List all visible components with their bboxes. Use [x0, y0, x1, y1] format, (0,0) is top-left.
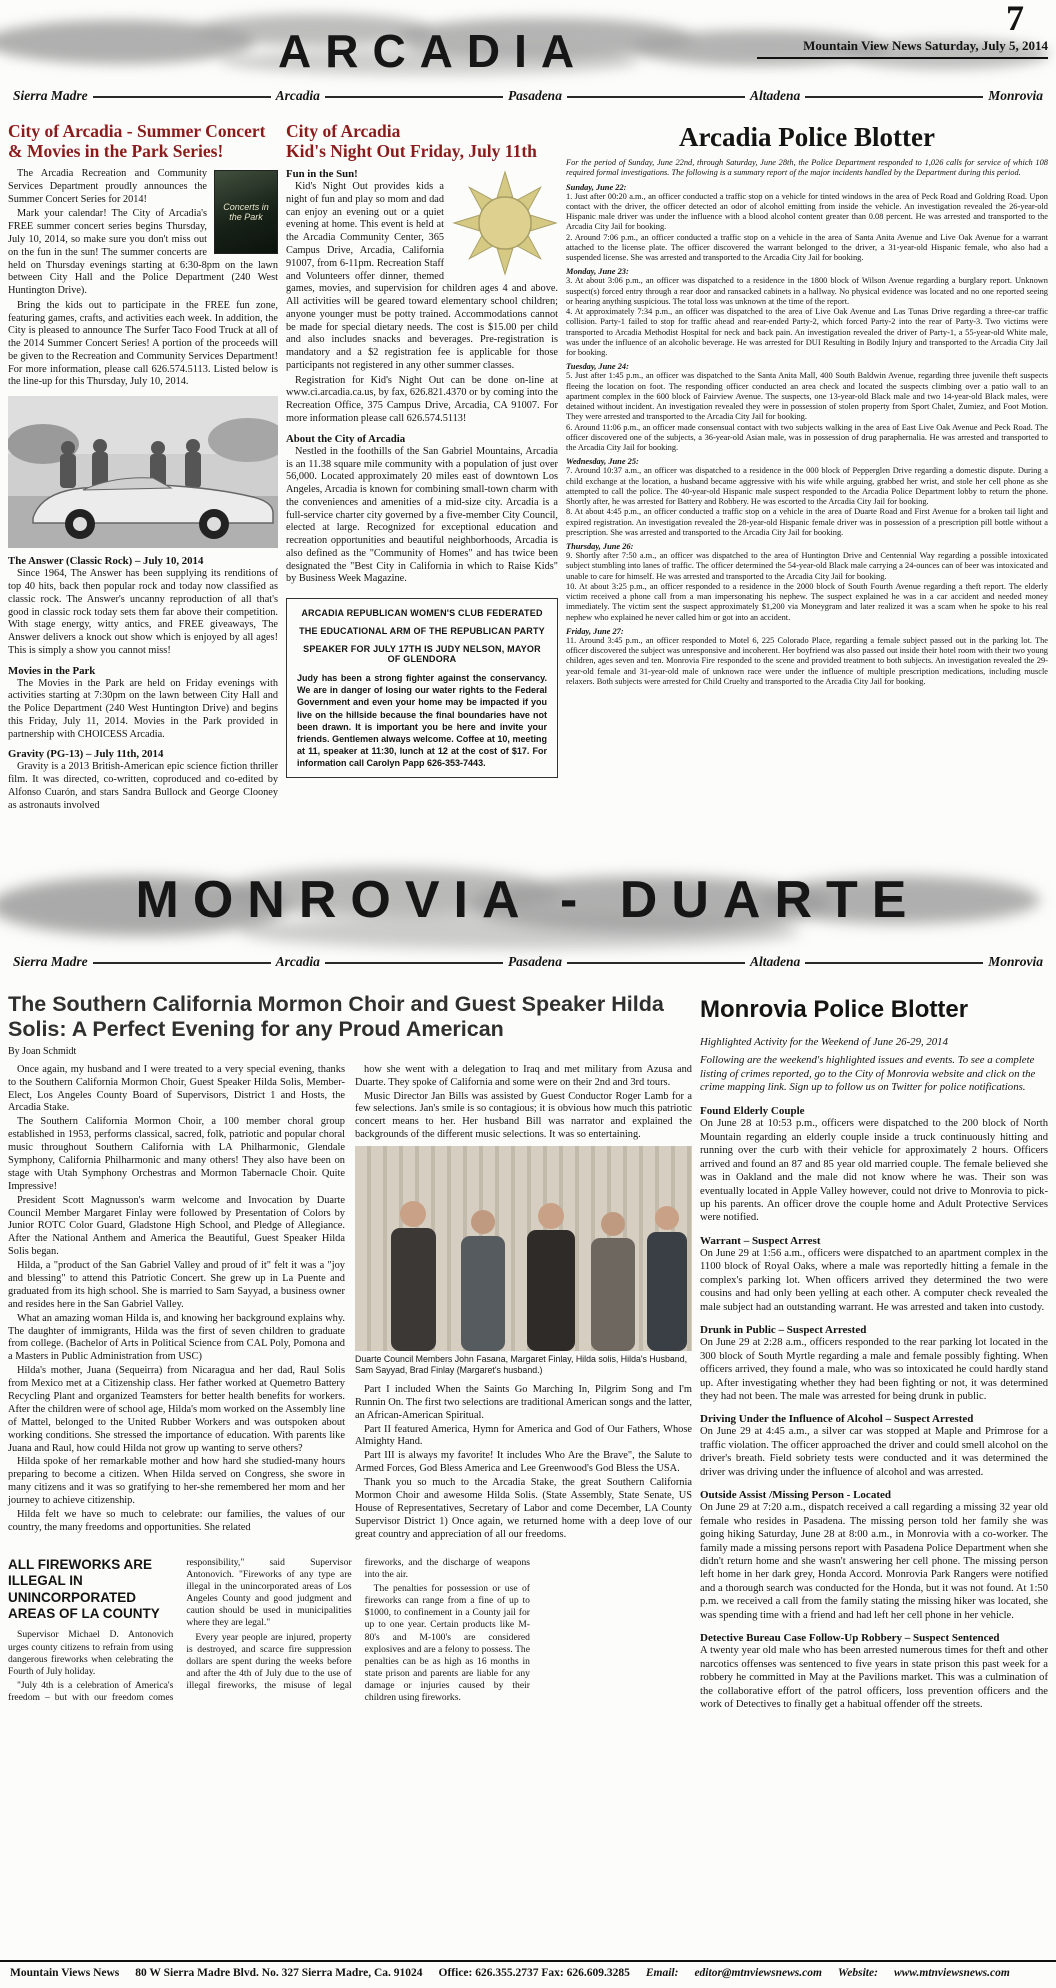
blotter-intro: For the period of Sunday, June 22nd, through Saturday, June 28th, the Police Department responded to 1,026 calls for service of which 108 required formal investigations. The following is a summary report of the major incidents handled by the Department during this period. [566, 158, 1048, 178]
footer-phones: Office: 626.355.2737 Fax: 626.609.3285 [438, 1967, 630, 1979]
arcadia-section [0, 114, 1056, 840]
car-show-photo-graphic [8, 396, 278, 548]
paragraph: Supervisor Michael D. Antonovich urges county citizens to refrain from using dangerous fireworks when celebrating the Fourth of July holiday. [8, 1629, 174, 1677]
blotter-entry: 4. At approximately 7:34 p.m., an officer was dispatched to the area of Live Oak Avenue and Las Tunas Drive regarding a three-car traffic collision. Party-1 failed to stop for traffic ahead and rear-ended Party-2, which forced Party-2 into the rear of Party-3. Two victims were transported to Arcadia Methodist Hospital for neck and back pain. An investigation revealed the driver of Party-1, a 55-year-old White male, was under the influence of an alcoholic beverage. He was arrested for DUI Resulting in Bodily Injury and transported to the Arcadia City Jail for booking. [566, 307, 1048, 357]
kids-night-out-article [286, 122, 558, 840]
blotter-day-heading: Tuesday, June 24: [566, 362, 629, 372]
page-number: 7 [1006, 0, 1024, 38]
fireworks-notice [8, 1557, 530, 1705]
paragraph: Registration for Kid's Night Out can be done on-line at www.ci.arcadia.ca.us, by fax, 626.821.4370 or by coming into the Recreation Office, 375 Campus Drive, Arcadia, CA 91007. For more information please call 626.574.5113! [286, 374, 558, 424]
blotter-intro: Following are the weekend's highlighted issues and events. To see a complete listing of crimes reported, go to the City of Monrovia website and click on the crime mapping link. Sign up to follow us on Twitter for police notifications. [700, 1053, 1036, 1094]
footer-website: www.mtnviewsnews.com [893, 1967, 1010, 1979]
blotter-section-body: On June 29 at 7:20 a.m., dispatch received a call regarding a missing 32 year old female who resides in Pasadena. The missing person told her family she was going hiking Saturday, June 28 at 8:00 a.m., in Monrovia with a co-worker. The family made a missing persons report with Pasadena Police Department when she didn't return home and she wasn't answering her cell phone. The missing person left home in her dark grey, Honda Accord. Monrovia Park Rangers were notified and a thorough search was conducted for the Honda, but it was not found. At 1:50 p.m. we received a call from the family stating the missing hiker was located, she was spending time with a friend and had left her cell phone in her vehicle. [700, 1502, 1048, 1621]
paragraph: Hilda spoke of her remarkable mother and how hard she studied-many hours preparing to become a citizen. When Hilda served on Congress, she swore in many citizens and it was so gratifying to her-she remembered her mom and her journey to achieve citizenship. [8, 1456, 345, 1507]
paragraph: Part I included When the Saints Go Marching In, Pilgrim Song and I'm Runnin On. The first two selections are traditional American songs and the latter, an African-American Spiritual. [355, 1383, 693, 1421]
city-label-monrovia: Monrovia [988, 954, 1043, 969]
blotter-section-body: On June 29 at 1:56 a.m., officers were dispatched to an apartment complex in the 1100 block of Royal Oaks, where a male was reportedly hitting a female in the complex's parking lot. When officers arrived they determined the two were cousins and had only been yelling at each other. A computer check revealed the male subject had an outstanding warrant. He was arrested and taken into custody. [700, 1247, 1048, 1313]
monrovia-duarte-section [0, 986, 1056, 1954]
poster-label: Concerts in the Park [223, 202, 269, 223]
blotter-entry: 11. Around 3:45 p.m., an officer responded to Motel 6, 225 Colorado Place, regarding a female subject passed out in the parking lot. The officer discovered the subject was unresponsive and incoherent. Her boyfriend was also passed out inside their hotel room with their two young children, ages seven and ten. Monrovia Fire responded to the scene and provided treatment to both subjects. An investigation revealed the 29-year-old female and 31-year-old male of unknown race were under the influence of multiple prescription medications, including muscle relaxers. Both subjects were arrested for Child Cruelty and transported to the Arcadia City Jail for booking. [566, 635, 1048, 686]
blotter-entry: 1. Just after 00:20 a.m., an officer conducted a traffic stop on a vehicle for tinted windows in the area of Peck Road and Goldring Road. Upon contact with the driver, the officer detected an odor of alcohol emitting from inside the vehicle. An investigation revealed the 26-year-old Hispanic male driver was under the influence with a blood alcohol content greater than 0.08 percent. He was arrested and transported to the Arcadia City Jail for booking. [566, 191, 1048, 232]
paragraph: President Scott Magnusson's warm welcome and Invocation by Duarte Council Member Margaret Finlay were followed by Presentation of Colors by Junior ROTC Color Guard, Gladstone High School, and Pledge of Allegiance. After the National Anthem and America the Beautiful, Guest Speaker Hilda Solis began. [8, 1194, 345, 1258]
page-footer [0, 1960, 1056, 1988]
summer-concert-article [8, 122, 278, 840]
fireworks-headline: ALL FIREWORKS ARE ILLEGAL IN UNINCORPORATED AREAS OF LA COUNTY [8, 1556, 160, 1621]
city-label-arcadia: Arcadia [275, 954, 320, 969]
subheading-movies-in-the-park: Movies in the Park [8, 664, 96, 677]
paragraph: The penalties for possession or use of fireworks can range from a fine of up to $1000, to confinement in a County jail for up to one year. Certain products like M-80's and M-100's are considered explosives and are a felony to possess. The penalties can be as high as 16 months in state prison and parents are liable for any damage or injuries caused by their children using fireworks. [364, 1582, 530, 1704]
city-label-sierra-madre: Sierra Madre [13, 954, 88, 969]
footer-email: editor@mtnviewsnews.com [694, 1967, 822, 1979]
sun-clipart-image [452, 170, 558, 276]
choir-group-photo-graphic [355, 1146, 692, 1351]
sun-graphic [452, 170, 558, 276]
divider-line [567, 96, 745, 98]
divider-line [325, 96, 503, 98]
blotter-entry: 3. At about 3:06 p.m., an officer was dispatched to a residence in the 1800 block of Wilson Avenue regarding a burglary report. Unknown suspect(s) forced entry through a rear door and ransacked cabinets in a hallway. No physical evidence was located and no one reported seeing or hearing anything suspicious. The total loss was unknown at the time of the report. [566, 276, 1048, 306]
blotter-day-heading: Wednesday, June 25: [566, 457, 639, 467]
article-column-2 [355, 1064, 692, 1543]
article-headline [286, 122, 558, 161]
paragraph: The Southern California Mormon Choir, a 100 member choral group established in 1953, performs classical, sacred, folk, patriotic and popular choral music throughout Southern California with LA Philharmonic, Glendale Symphony, California Philharmonic and many others! They also have been on stage with Utah Symphony Orchestras and Mormon Tabernacle Choir. Quite Impressive! [8, 1116, 345, 1192]
blotter-section-body: On June 29 at 4:45 a.m., a silver car was stopped at Maple and Primrose for a traffic violation. The officer approached the driver and could smell alcohol on the driver's breath. Field sobriety tests were conducted and it was determined the driver was driving under the influence of alcohol and was arrested. [700, 1426, 1048, 1478]
subheading-the-answer: The Answer (Classic Rock) – July 10, 2014 [8, 555, 204, 568]
divider-line [93, 962, 271, 964]
page-header [0, 0, 1056, 114]
footer-address: 80 W Sierra Madre Blvd. No. 327 Sierra Madre, Ca. 91024 [135, 1967, 423, 1979]
blotter-day-heading: Monday, June 23: [566, 267, 629, 277]
headline-line-2: Kid's Night Out Friday, July 11th [286, 140, 537, 161]
blotter-section-body: A twenty year old male who has been arrested numerous times for theft and other narcotics offenses was sentenced to five years in state prison this past week for a robbery he committed in May at the Pavilions market. This was a culmination of the collaborative effort of the patrol officers, loss prevention officers and the work of Detectives to finally get a habitual offender off the streets. [700, 1645, 1048, 1711]
subheading-fun-in-the-sun: Fun in the Sun! [286, 168, 358, 181]
paragraph: Kid's Night Out provides kids a night of fun and play so mom and dad can enjoy an evening out or a quiet evening at home. This event is held at the Arcadia Community Center, 365 Campus Drive, Arcadia, California 91007, from 6-11pm. Recreation Staff and Volunteers offer dinner, themed games, movies, and supervision for children ages 4 and above. All activities will be geared toward elementary school children; anyone younger must be potty trained. Accommodations cannot be made for special dietary needs. The cost is $15.00 per child and also includes snacks and beverages. Pre-registration is mandatory and a $2 registration fee is applicable for those participants not registered in any other summer classes. [286, 181, 558, 371]
blotter-intro-title: Highlighted Activity for the Weekend of June 26-29, 2014 [700, 1036, 948, 1048]
monrovia-duarte-banner [0, 844, 1056, 986]
footer-email-label: Email: [645, 1967, 679, 1979]
blotter-section-heading: Found Elderly Couple [700, 1105, 805, 1118]
republican-club-notice [286, 598, 558, 778]
city-label-monrovia: Monrovia [988, 88, 1043, 103]
paragraph: The Arcadia Recreation and Community Services Department proudly announces the Summer Concert Series for 2014! [8, 168, 207, 205]
city-label-altadena: Altadena [749, 88, 801, 103]
paragraph: What an amazing woman Hilda is, and knowing her background explains why. The daughter of immigrants, Hilda was the first of seven children to graduate from college. (Bachelor of Arts in Political Science from CAL Poly, Pomona and a Masters in Public Administration from USC) [8, 1312, 345, 1363]
blotter-entry: 6. Around 11:06 p.m., an officer made consensual contact with two subjects walking in the area of East Live Oak Avenue and Peck Road. The officer discovered one of the subjects, a 36-year-old Asian male, was in possession of drug paraphernalia. He was arrested and transported to the Arcadia City Jail for booking. [566, 422, 1048, 452]
arcadia-section-title: ARCADIA [278, 25, 589, 77]
concerts-in-the-park-poster-image [214, 170, 278, 254]
blotter-entry: 8. At about 4:45 p.m., an officer conducted a traffic stop on a vehicle in the area of Duarte Road and First Avenue for a broken tail light and expired registration. An investigation revealed the 28-year-old Hispanic female driver was in possession of a prescription pill bottle without a prescription. She was arrested and transported to the Arcadia City Jail for booking. [566, 507, 1048, 537]
notice-line: ARCADIA REPUBLICAN WOMEN'S CLUB FEDERATED [301, 608, 543, 619]
monrovia-duarte-section-title: MONROVIA - DUARTE [135, 871, 921, 929]
paragraph: Music Director Jan Bills was assisted by Guest Conductor Roger Lamb for a few selections. Jan's smile is so contagious; it is obvious how much this patriotic concert means to her. Her husband Bill was narrator and explained the backgrounds of the different music selections. It was so entertaining. [355, 1090, 692, 1141]
paragraph: Since 1964, The Answer has been supplying its renditions of top 40 hits, back then popular rock and today now classified as classic rock. The Answer's uncanny reproduction of all that's good in classic rock today sets them far above their competition. With stage energy, witty antics, and FREE giveaways, The Answer delivers a knock out show which is enjoyed by all ages! This is simply a show you cannot miss! [8, 568, 278, 656]
city-label-altadena: Altadena [749, 954, 801, 969]
notice-line: THE EDUCATIONAL ARM OF THE REPUBLICAN PARTY [299, 626, 545, 637]
paragraph: Once again, my husband and I were treated to a very special evening, thanks to the Southern California Mormon Choir, Guest Speaker Hilda Solis, Member-Elect, Los Angeles County Board of Supervisors, District 1 and Hosts, the Arcadia Stake. [8, 1063, 345, 1114]
city-label-pasadena: Pasadena [507, 88, 562, 103]
blotter-section-heading: Warrant – Suspect Arrest [700, 1234, 821, 1247]
notice-body: Judy has been a strong fighter against the conservancy. We are in danger of losing our water rights to the Federal Government and even your home may be impacted if you live on the hillside because the final boundaries have not been drawn. It is important you be here and invite your friends. Gentlemen always welcome. Coffee at 10, meeting at 11, speaker at 11:30, lunch at 12 at the cost of $17. For information call Carolyn Papp 626-353-7443. [297, 673, 547, 769]
paragraph: "July 4th is a celebration of America's freedom – but with our freedom comes responsibility," said Supervisor Antonovich. "Fireworks of any type are illegal in the unincorporated areas of Los Angeles County and good judgment and caution should be used in municipalities where they are legal." [8, 1556, 352, 1704]
region-cities-row [8, 88, 1048, 104]
masthead: Mountain View News Saturday, July 5, 2014 [757, 38, 1048, 59]
paragraph: The Movies in the Park are held on Friday evenings with activities starting at 7:30pm on the lawn between City Hall and the Police Department (240 West Huntington Drive) and begins this Friday, July 11, 2014. Movies in the Park provided in partnership with CHOICESS Arcadia. [8, 677, 278, 740]
paragraph: Thank you so much to the Arcadia Stake, the great Southern California Mormon Choir and awesome Hilda Solis. (State Assembly, State Senate, US House of Representatives, Secretary of Labor and come December, LA County Supervisor District 1) Once again, we returned home with a deep love of our great country and appreciation of all our freedoms. [355, 1477, 692, 1540]
paragraph: Bring the kids out to participate in the FREE fun zone, featuring games, crafts, and activities each week. In addition, the City is pleased to announce The Surfer Taco Food Truck at all of the 2014 Summer Concert Series! A portion of the proceeds will be given to the Recreation and Community Services Department! For more information, please call 626.574.5113. Listed below is the line-up for this Thursday, July 10, 2014. [8, 299, 278, 388]
paragraph: Hilda felt we have so much to celebrate: our families, the values of our country, the many freedoms and opportunities. She related [8, 1509, 345, 1533]
mormon-choir-article [8, 992, 692, 1954]
divider-line [805, 96, 983, 98]
blotter-section-body: On June 29 at 2:28 a.m., officers responded to the rear parking lot located in the 300 block of South Myrtle regarding a male and female possibly fighting. When officers arrived, they found a male, who was so intoxicated he could hardly stand up. After investigating whether they had been fighting or not, it was determined they had not been. The male was arrested for being drunk in public. [700, 1337, 1048, 1402]
blotter-entry: 10. At about 3:25 p.m., an officer responded to a residence in the 2000 block of South Fourth Avenue regarding a theft report. The elderly victim received a phone call from a man impersonating his nephew. The suspect explained he was in a car accident and needed money immediately. The victim sent the suspect approximately $1,200 via Moneygram and later realized it was a scam when he spoke to his real nephew who explained he never called him or got into an accident. [566, 581, 1048, 622]
paragraph: Hilda's mother, Juana (Sequeirra) from Nicaragua and her dad, Raul Solis from Mexico met at a Citizenship class. Her father worked at Quemetro Battery Recycling Plant and organized Teamsters for better health benefits for workers. After the children were of school age, Hilda's mom worked on the Assembly line of Mattel, belonged to the United Rubber Workers and was outspoken about working conditions. She stressed the importance of education. With parents like Juana and Raul, how could Hilda not grow up wanting to serve others? [8, 1365, 345, 1454]
article-headline: The Southern California Mormon Choir and Guest Speaker Hilda Solis: A Perfect Evening for any Proud American [8, 992, 664, 1042]
blotter-entry: 7. Around 10:37 a.m., an officer was dispatched to a residence in the 000 block of Pepperglen Drive regarding a domestic dispute. During a child exchange at the location, a husband became aggressive with his wife while arguing, grabbed her wrist, and stole her cell phone as she attempted to call the police. The 40-year-old Hispanic male suspect responded to the Arcadia Police Department lobby to return the phone. Shortly after, he was arrested for Battery and Robbery. He was escorted to the Arcadia City Jail for booking. [566, 466, 1048, 506]
paragraph: how she went with a delegation to Iraq and met military from Azusa and Duarte. They spoke of California and some were on their 2nd and 3rd tours. [355, 1063, 692, 1088]
paragraph: Nestled in the foothills of the San Gabriel Mountains, Arcadia is an 11.38 square mile community with a population of just over 56,000. Located approximately 20 miles east of downtown Los Angeles, Arcadia is known for combining small-town charm with the conveniences and amenities of a mid-size city. Arcadia is a full-service charter city governed by a five-member City Council, elected at large. Recognized for exceptional education and recreation opportunities and beautiful neighborhoods, Arcadia is also defined as the "Community of Homes" and has twice been designated the "Best City in California in which to Raise Kids" by Business Week Magazine. [286, 445, 558, 585]
subheading-about-arcadia: About the City of Arcadia [286, 432, 406, 445]
divider-line [93, 96, 271, 98]
blotter-day-heading: Friday, June 27: [566, 626, 624, 636]
car-show-photo [8, 396, 278, 548]
headline-line-1: City of Arcadia [286, 122, 401, 141]
divider-line [567, 962, 745, 964]
paragraph: Gravity is a 2013 British-American epic science fiction thriller film. It was directed, co-written, coproduced and co-edited by Alfonso Cuarón, and stars Sandra Bullock and George Clooney as astronauts involved [8, 761, 278, 811]
article-headline: City of Arcadia - Summer Concert & Movies in the Park Series! [8, 122, 266, 161]
footer-paper-name: Mountain Views News [10, 1967, 120, 1979]
blotter-section-heading: Drunk in Public – Suspect Arrested [700, 1324, 867, 1337]
blotter-title: Arcadia Police Blotter [679, 122, 935, 152]
city-label-sierra-madre: Sierra Madre [13, 88, 88, 103]
arcadia-police-blotter [566, 122, 1048, 840]
blotter-entry: 9. Shortly after 7:50 a.m., an officer was dispatched to the area of Huntington Drive and Centennial Way regarding a possible intoxicated subject stumbling into lanes of traffic. The officer determined the 54-year-old Black male carrying a 24-ounces can of beer was intoxicated and unable to care for himself. He was arrested and transported to the Arcadia City Jail for booking. [566, 551, 1048, 581]
blotter-section-heading: Detective Bureau Case Follow-Up Robbery – Suspect Sentenced [700, 1632, 1000, 1645]
paragraph: Mark your calendar! The City of Arcadia's FREE summer concert series begins Thursday, July 10, 2014, so make sure you don't miss out on the fun in the sun! The summer concerts are held on Thursday evenings starting at 6:30-8pm on the lawn between City Hall and the Police Department (240 West Huntington Drive). [8, 208, 278, 297]
divider-line [325, 962, 503, 964]
footer-website-label: Website: [837, 1967, 878, 1979]
photo-caption: Duarte Council Members John Fasana, Margaret Finlay, Hilda solis, Hilda's Husband, Sam Sayyad, Brad Finlay (Margaret's husband.) [355, 1354, 688, 1376]
blotter-day-heading: Sunday, June 22: [566, 182, 627, 192]
divider-line [805, 962, 983, 964]
blotter-section-body: On June 28 at 10:53 p.m., officers were dispatched to the 200 block of North Mountain regarding an elderly couple inside a truck continuously hitting and running over the curb with their vehicle for approximately 2 hours. Officers arrived and found an 87 and 85 year old married couple. The female believed she was in Oakland and the male did not know where he was. Their son was eventually located in Apple Valley however, could not drive to Monrovia to pick-up his parents. An officer drove the couple home and Adult Protective Services were notified. [700, 1118, 1048, 1224]
blotter-section-heading: Driving Under the Influence of Alcohol – Suspect Arrested [700, 1413, 974, 1426]
paragraph: Every year people are injured, property is destroyed, and scarce fire suppression dollars are spent during the weeks before and after the 4th of July due to the use of illegal fireworks, the misuse of legal fireworks, and the discharge of weapons into the air. [186, 1556, 530, 1692]
blotter-section-heading: Outside Assist /Missing Person - Located [700, 1489, 891, 1502]
subheading-gravity: Gravity (PG-13) – July 11th, 2014 [8, 748, 164, 761]
article-column-1 [8, 1064, 345, 1543]
blotter-day-heading: Thursday, June 26: [566, 542, 634, 551]
paragraph: Hilda, a "product of the San Gabriel Valley and proud of it" felt it was a "joy and blessing" to attend this Patriotic Concert. She grew up in La Puente and graduated from its high school. She is married to Sam Sayyad, a business owner and resides here in the San Gabriel Valley. [8, 1260, 345, 1310]
choir-group-photo [355, 1146, 692, 1351]
notice-line: SPEAKER FOR JULY 17TH IS JUDY NELSON, MAYOR OF GLENDORA [303, 644, 541, 665]
monrovia-police-blotter [700, 992, 1048, 1954]
city-label-arcadia: Arcadia [275, 88, 320, 103]
paragraph: Part II featured America, Hymn for America and God of Our Fathers, Whose Almighty Hand. [355, 1423, 692, 1448]
paragraph: Part III is always my favorite! It includes Who Are the Brave", the Salute to Armed Forces, God Bless America and Lee Greenwood's God Bless the USA. [355, 1450, 692, 1475]
region-cities-row [8, 954, 1048, 970]
blotter-entry: 2. Around 7:06 p.m., an officer conducted a traffic stop on a vehicle in the area of Santa Anita Avenue and Live Oak Avenue for a warrant attached to the license plate. The officer discovered the warrant belonged to the driver, a 31-year-old Hispanic female, who also had a suspended license. She was arrested and transported to the Arcadia City Jail for booking. [566, 232, 1048, 262]
city-label-pasadena: Pasadena [507, 954, 562, 969]
byline: By Joan Schmidt [8, 1045, 77, 1057]
blotter-entry: 5. Just after 1:45 p.m., an officer was dispatched to the Santa Anita Mall, 400 South Baldwin Avenue, regarding three juvenile theft suspects fleeing the location on foot. The responding officer conducted an area check and located the suspects climbing over a patio wall to an apartment complex in the 600 block of Fairview Avenue. The suspects, one 13-year-old Black male and two 14-year-old Black males, were detained without incident. An investigation revealed they were in possession of stolen property from Sport Chalet, Zumiez, and Foot Motion. They were arrested and transported to the Arcadia City Jail for booking. [566, 371, 1048, 422]
blotter-title: Monrovia Police Blotter [700, 996, 969, 1023]
